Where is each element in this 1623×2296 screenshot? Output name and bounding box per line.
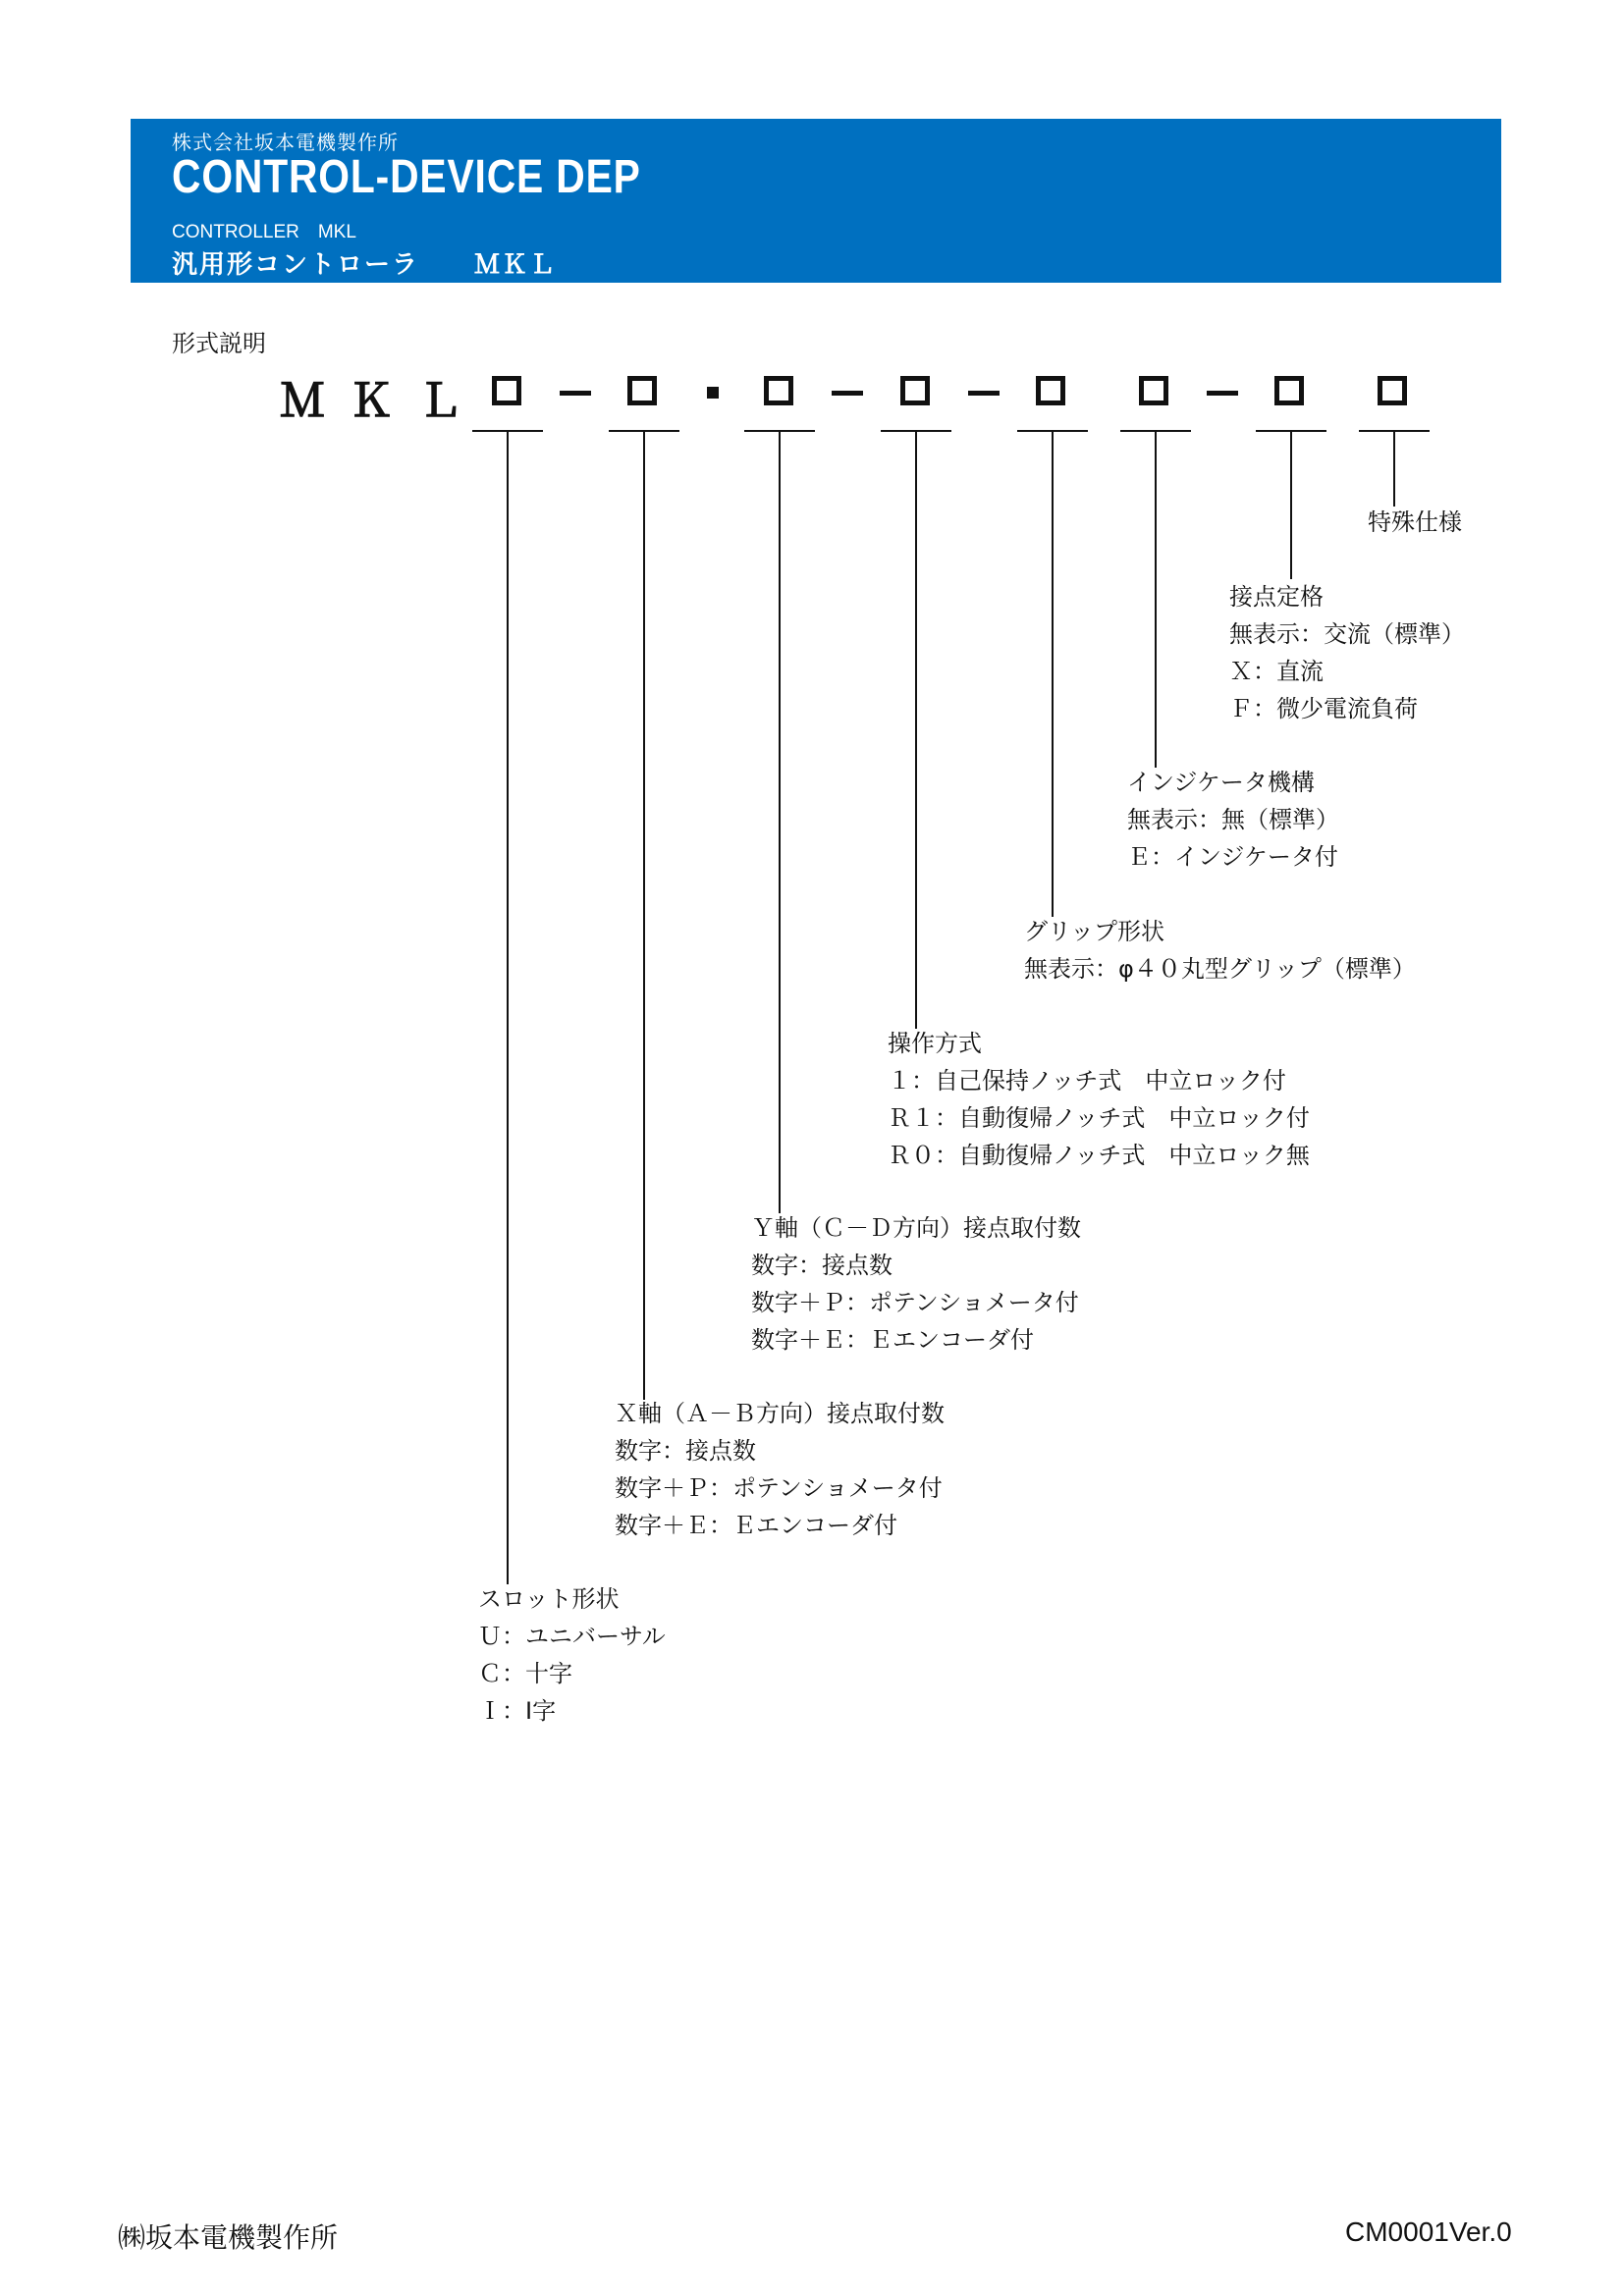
leader-grip: [1052, 430, 1054, 917]
block-line: Ｘ：直流: [1229, 658, 1324, 685]
leader-operation: [915, 430, 917, 1029]
block-line: Ｕ：ユニバーサル: [478, 1623, 666, 1650]
block-line: 無表示：φ４０丸型グリップ（標準）: [1024, 955, 1416, 983]
block-line: 数字＋Ｐ：ポテンショメータ付: [615, 1474, 943, 1502]
code-dash: [1207, 391, 1238, 396]
block-title: 操作方式: [888, 1030, 982, 1057]
block-title: インジケータ機構: [1127, 769, 1315, 796]
block-line: Ｃ：十字: [478, 1660, 572, 1687]
block-line: 無表示：無（標準）: [1127, 806, 1339, 833]
code-box-indicator: [1139, 376, 1168, 405]
block-title: 接点定格: [1229, 583, 1324, 611]
block-x-axis: [615, 1395, 945, 1544]
code-letter-m: Ｍ: [280, 375, 325, 426]
code-letter-k: Ｋ: [349, 375, 394, 426]
leader-contact-rating: [1290, 430, 1292, 579]
section-title: 形式説明: [172, 330, 266, 357]
leader-indicator: [1155, 430, 1157, 768]
block-title: スロット形状: [478, 1585, 620, 1613]
leader-y-axis: [779, 430, 781, 1213]
block-line: 数字：接点数: [615, 1437, 756, 1465]
code-dash: [560, 391, 591, 396]
block-line: 数字＋Ｅ：Ｅエンコーダ付: [751, 1326, 1034, 1354]
code-letter-l: Ｌ: [417, 375, 462, 426]
code-box-special: [1378, 376, 1407, 405]
company-name: 株式会社坂本電機製作所: [172, 131, 399, 154]
block-operation: [888, 1025, 1310, 1174]
block-line: Ｒ０：自動復帰ノッチ式 中立ロック無: [888, 1142, 1310, 1169]
block-line: Ｉ：Ⅰ字: [478, 1697, 557, 1725]
block-line: １：自己保持ノッチ式 中立ロック付: [888, 1067, 1286, 1095]
code-box-grip: [1036, 376, 1065, 405]
code-box-operation: [900, 376, 930, 405]
code-box-x-axis: [627, 376, 657, 405]
code-dash: [832, 391, 863, 396]
block-slot: [478, 1580, 666, 1730]
leader-x-axis: [643, 430, 645, 1400]
block-title: Ｙ軸（Ｃ－Ｄ方向）接点取付数: [751, 1214, 1081, 1242]
block-line: 数字＋Ｅ：Ｅエンコーダ付: [615, 1512, 897, 1539]
block-line: 数字＋Ｐ：ポテンショメータ付: [751, 1289, 1079, 1316]
code-box-contact-rating: [1274, 376, 1304, 405]
code-box-slot: [492, 376, 521, 405]
code-box-y-axis: [764, 376, 793, 405]
block-title: グリップ形状: [1024, 918, 1165, 945]
block-grip: [1024, 913, 1416, 988]
header-banner: [131, 119, 1501, 283]
subtitle-japanese: 汎用形コントローラ ＭＫＬ: [172, 250, 558, 280]
code-dot: [707, 387, 719, 399]
leader-slot: [507, 430, 509, 1584]
leader-special: [1393, 430, 1395, 507]
block-y-axis: [751, 1209, 1081, 1359]
block-title: 特殊仕様: [1368, 508, 1462, 536]
block-line: Ｒ１：自動復帰ノッチ式 中立ロック付: [888, 1104, 1310, 1132]
block-indicator: [1127, 764, 1339, 876]
block-line: Ｆ：微少電流負荷: [1229, 695, 1418, 722]
block-special: [1368, 504, 1462, 541]
footer-company: ㈱坂本電機製作所: [118, 2221, 339, 2254]
code-dash: [968, 391, 1000, 396]
block-line: Ｅ：インジケータ付: [1127, 843, 1338, 871]
block-title: Ｘ軸（Ａ－Ｂ方向）接点取付数: [615, 1400, 945, 1427]
block-line: 無表示：交流（標準）: [1229, 620, 1465, 648]
block-line: 数字：接点数: [751, 1252, 893, 1279]
product-title: CONTROL-DEVICE DEP: [172, 151, 641, 203]
subtitle-english: CONTROLLER MKL: [172, 222, 356, 242]
block-contact-rating: [1229, 578, 1465, 727]
footer-doc-id: CM0001Ver.0: [1345, 2216, 1512, 2247]
